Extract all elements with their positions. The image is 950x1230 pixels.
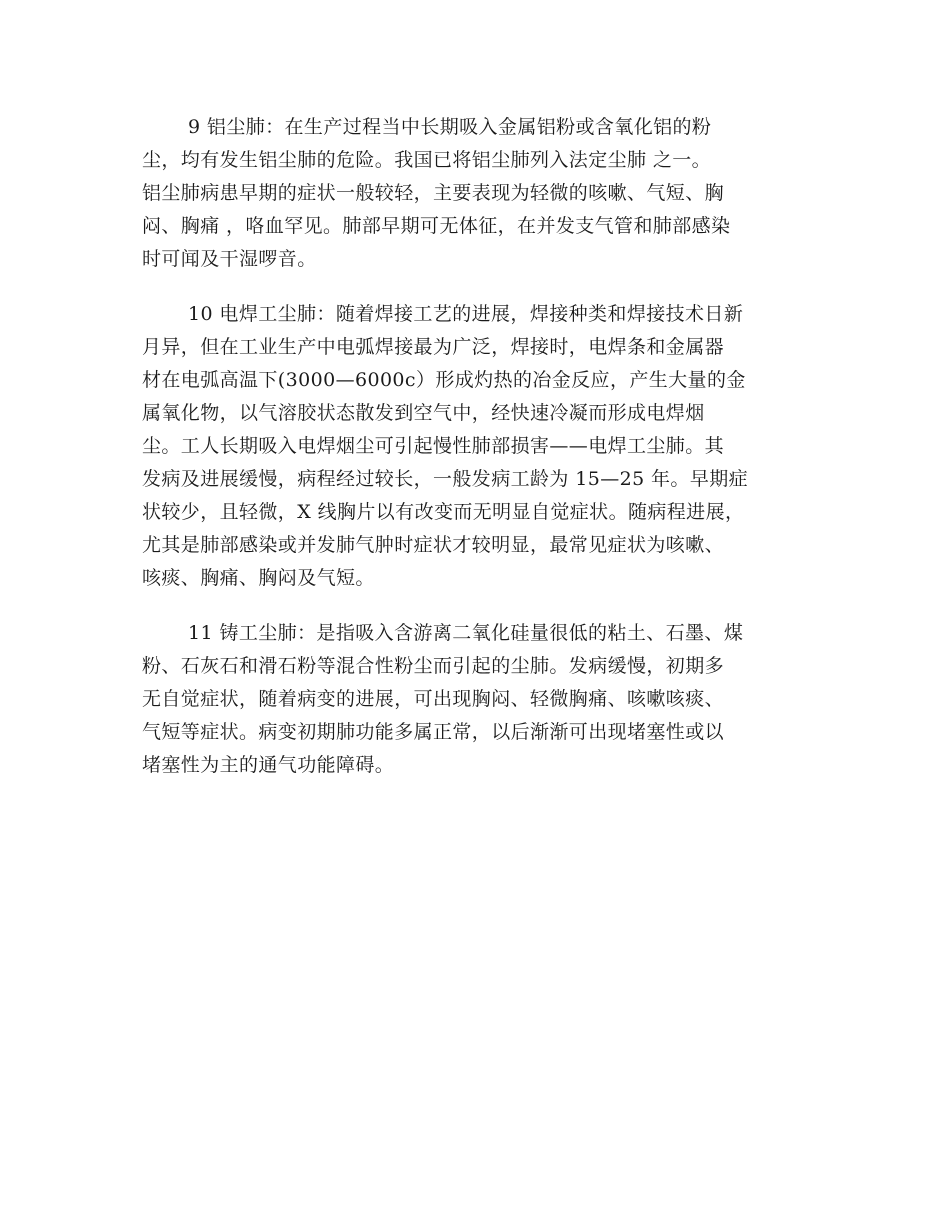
text-line: 尘。工人长期吸入电焊烟尘可引起慢性肺部损害——电焊工尘肺。其 [142,435,725,457]
text-line: 状较少，且轻微，X 线胸片以有改变而无明显自觉症状。随病程进展， [142,501,745,523]
document-body [142,111,810,804]
text-line: 时可闻及干湿啰音。 [142,248,317,270]
text-line: 10 电焊工尘肺：随着焊接工艺的进展，焊接种类和焊接技术日新 [188,303,744,325]
text-line: 9 铝尘肺：在生产过程当中长期吸入金属铝粉或含氧化铝的粉 [188,116,712,138]
text-line: 无自觉症状，随着病变的进展，可出现胸闷、轻微胸痛、咳嗽咳痰、 [142,688,725,710]
paragraph-welder-pneumoconiosis [142,298,810,595]
text-line: 材在电弧高温下(3000—6000c）形成灼热的冶金反应，产生大量的金 [142,369,746,391]
text-line: 尘，均有发生铝尘肺的危险。我国已将铝尘肺列入法定尘肺 之一。 [142,149,712,171]
text-line: 尤其是肺部感染或并发肺气肿时症状才较明显，最常见症状为咳嗽、 [142,534,725,556]
paragraph-foundry-pneumoconiosis [142,617,810,782]
text-line: 发病及进展缓慢，病程经过较长，一般发病工龄为 15—25 年。早期症 [142,468,749,490]
paragraph-aluminum-pneumoconiosis [142,111,810,276]
text-line: 属氧化物，以气溶胶状态散发到空气中，经快速冷凝而形成电焊烟 [142,402,705,424]
text-line: 气短等症状。病变初期肺功能多属正常，以后渐渐可出现堵塞性或以 [142,721,725,743]
text-line: 月异，但在工业生产中电弧焊接最为广泛，焊接时，电焊条和金属器 [142,336,725,358]
text-line: 11 铸工尘肺：是指吸入含游离二氧化硅量很低的粘土、石墨、煤 [188,622,744,644]
text-line: 铝尘肺病患早期的症状一般较轻，主要表现为轻微的咳嗽、气短、胸 [142,182,725,204]
text-line: 咳痰、胸痛、胸闷及气短。 [142,567,375,589]
text-line: 粉、石灰石和滑石粉等混合性粉尘而引起的尘肺。发病缓慢，初期多 [142,655,725,677]
text-line: 闷、胸痛 ，咯血罕见。肺部早期可无体征，在并发支气管和肺部感染 [142,215,731,237]
text-line: 堵塞性为主的通气功能障碍。 [142,754,395,776]
